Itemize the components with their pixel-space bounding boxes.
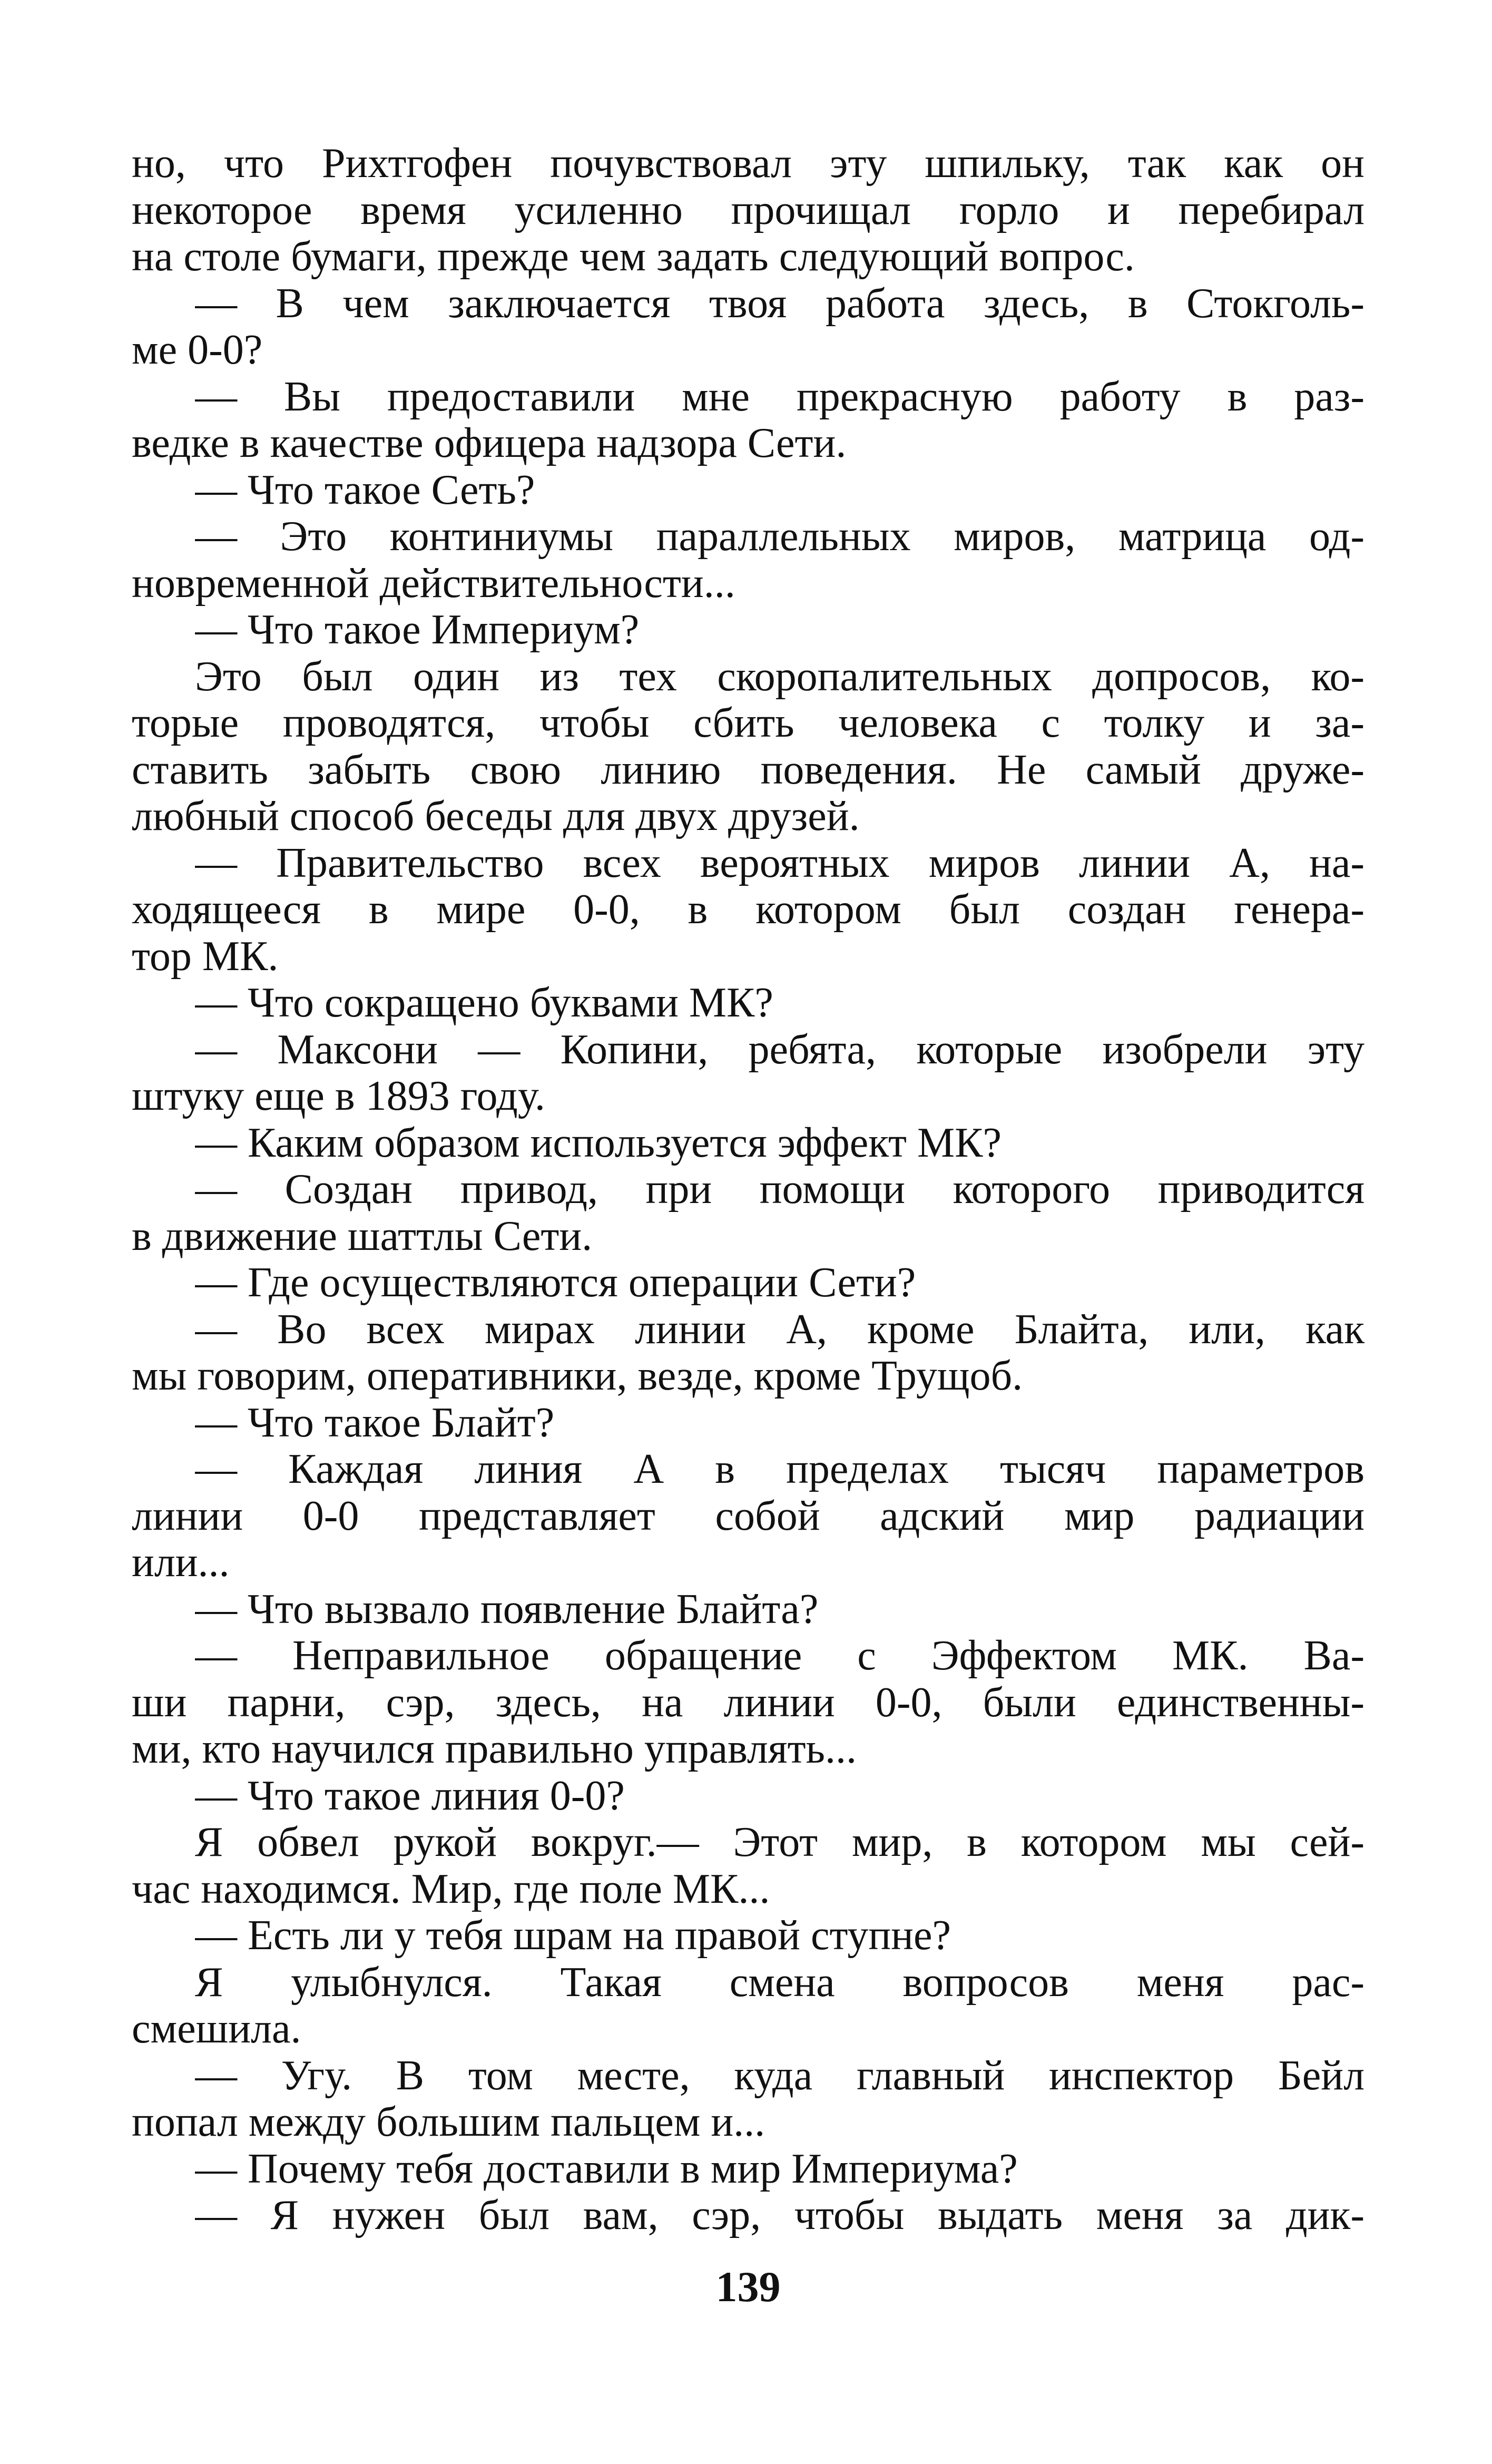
text-line: — Каждая линия А в пределах тысяч параметров	[195, 1446, 1365, 1492]
text-line: — Что такое линия 0-0?	[195, 1772, 625, 1819]
text-line: ши парни, сэр, здесь, на линии 0-0, были единственны-	[132, 1679, 1365, 1726]
text-line: попал между большим пальцем и...	[132, 2099, 765, 2145]
text-line: Я улыбнулся. Такая смена вопросов меня рас-	[195, 1959, 1365, 2006]
text-line: — Создан привод, при помощи которого приводится	[195, 1166, 1365, 1213]
text-line: ставить забыть свою линию поведения. Не самый друже-	[132, 746, 1365, 793]
text-line: новременной действительности...	[132, 560, 735, 607]
text-line: в движение шаттлы Сети.	[132, 1213, 593, 1259]
text-line: любный способ беседы для двух друзей.	[132, 793, 860, 839]
text-line: — В чем заключается твоя работа здесь, в Стокголь-	[195, 280, 1365, 327]
text-line: Я обвел рукой вокруг.— Этот мир, в котором мы сей-	[195, 1819, 1365, 1865]
text-line: на столе бумаги, прежде чем задать следующий вопрос.	[132, 233, 1135, 280]
text-line: линии 0-0 представляет собой адский мир радиации	[132, 1492, 1365, 1539]
text-line: — Максони — Копини, ребята, которые изобрели эту	[195, 1026, 1365, 1073]
text-line: — Что такое Блайт?	[195, 1399, 555, 1446]
text-line: — Угу. В том месте, куда главный инспектор Бейл	[195, 2052, 1365, 2099]
text-line: Это был один из тех скоропалительных допросов, ко-	[195, 653, 1365, 700]
text-line: ходящееся в мире 0-0, в котором был создан генера-	[132, 886, 1365, 933]
text-line: — Неправильное обращение с Эффектом МК. Ва-	[195, 1632, 1365, 1679]
text-line: тор МК.	[132, 933, 279, 980]
text-line: — Я нужен был вам, сэр, чтобы выдать меня за дик-	[195, 2192, 1365, 2238]
text-line: — Почему тебя доставили в мир Империума?	[195, 2145, 1018, 2192]
text-line: мы говорим, оперативники, везде, кроме Трущоб.	[132, 1353, 1023, 1399]
text-line: — Правительство всех вероятных миров линии А, на-	[195, 839, 1365, 886]
text-line: — Где осуществляются операции Сети?	[195, 1259, 916, 1306]
book-page	[132, 137, 1365, 2311]
text-line: торые проводятся, чтобы сбить человека с толку и за-	[132, 700, 1365, 746]
text-line: — Есть ли у тебя шрам на правой ступне?	[195, 1912, 951, 1959]
text-line: — Что такое Империум?	[195, 607, 640, 653]
page-number: 139	[715, 2263, 781, 2311]
text-line: или...	[132, 1539, 230, 1586]
text-line: — Это континиумы параллельных миров, матрица од-	[195, 513, 1365, 560]
text-line: штуку еще в 1893 году.	[132, 1073, 545, 1119]
text-line: — Каким образом используется эффект МК?	[195, 1119, 1002, 1166]
text-line: — Что сокращено буквами МК?	[195, 980, 773, 1026]
text-line: — Во всех мирах линии А, кроме Блайта, или, как	[195, 1306, 1365, 1353]
text-line: — Что такое Сеть?	[195, 466, 535, 513]
text-line: ми, кто научился правильно управлять...	[132, 1726, 857, 1772]
text-line: ведке в качестве офицера надзора Сети.	[132, 420, 847, 466]
text-line: смешила.	[132, 2006, 301, 2052]
text-line: час находимся. Мир, где поле МК...	[132, 1865, 770, 1912]
text-line: — Вы предоставили мне прекрасную работу в раз-	[195, 373, 1365, 420]
text-line: некоторое время усиленно прочищал горло и перебирал	[132, 187, 1365, 233]
text-line: — Что вызвало появление Блайта?	[195, 1586, 819, 1632]
text-line: ме 0-0?	[132, 327, 263, 373]
text-line: но, что Рихтгофен почувствовал эту шпильку, так как он	[132, 140, 1365, 187]
